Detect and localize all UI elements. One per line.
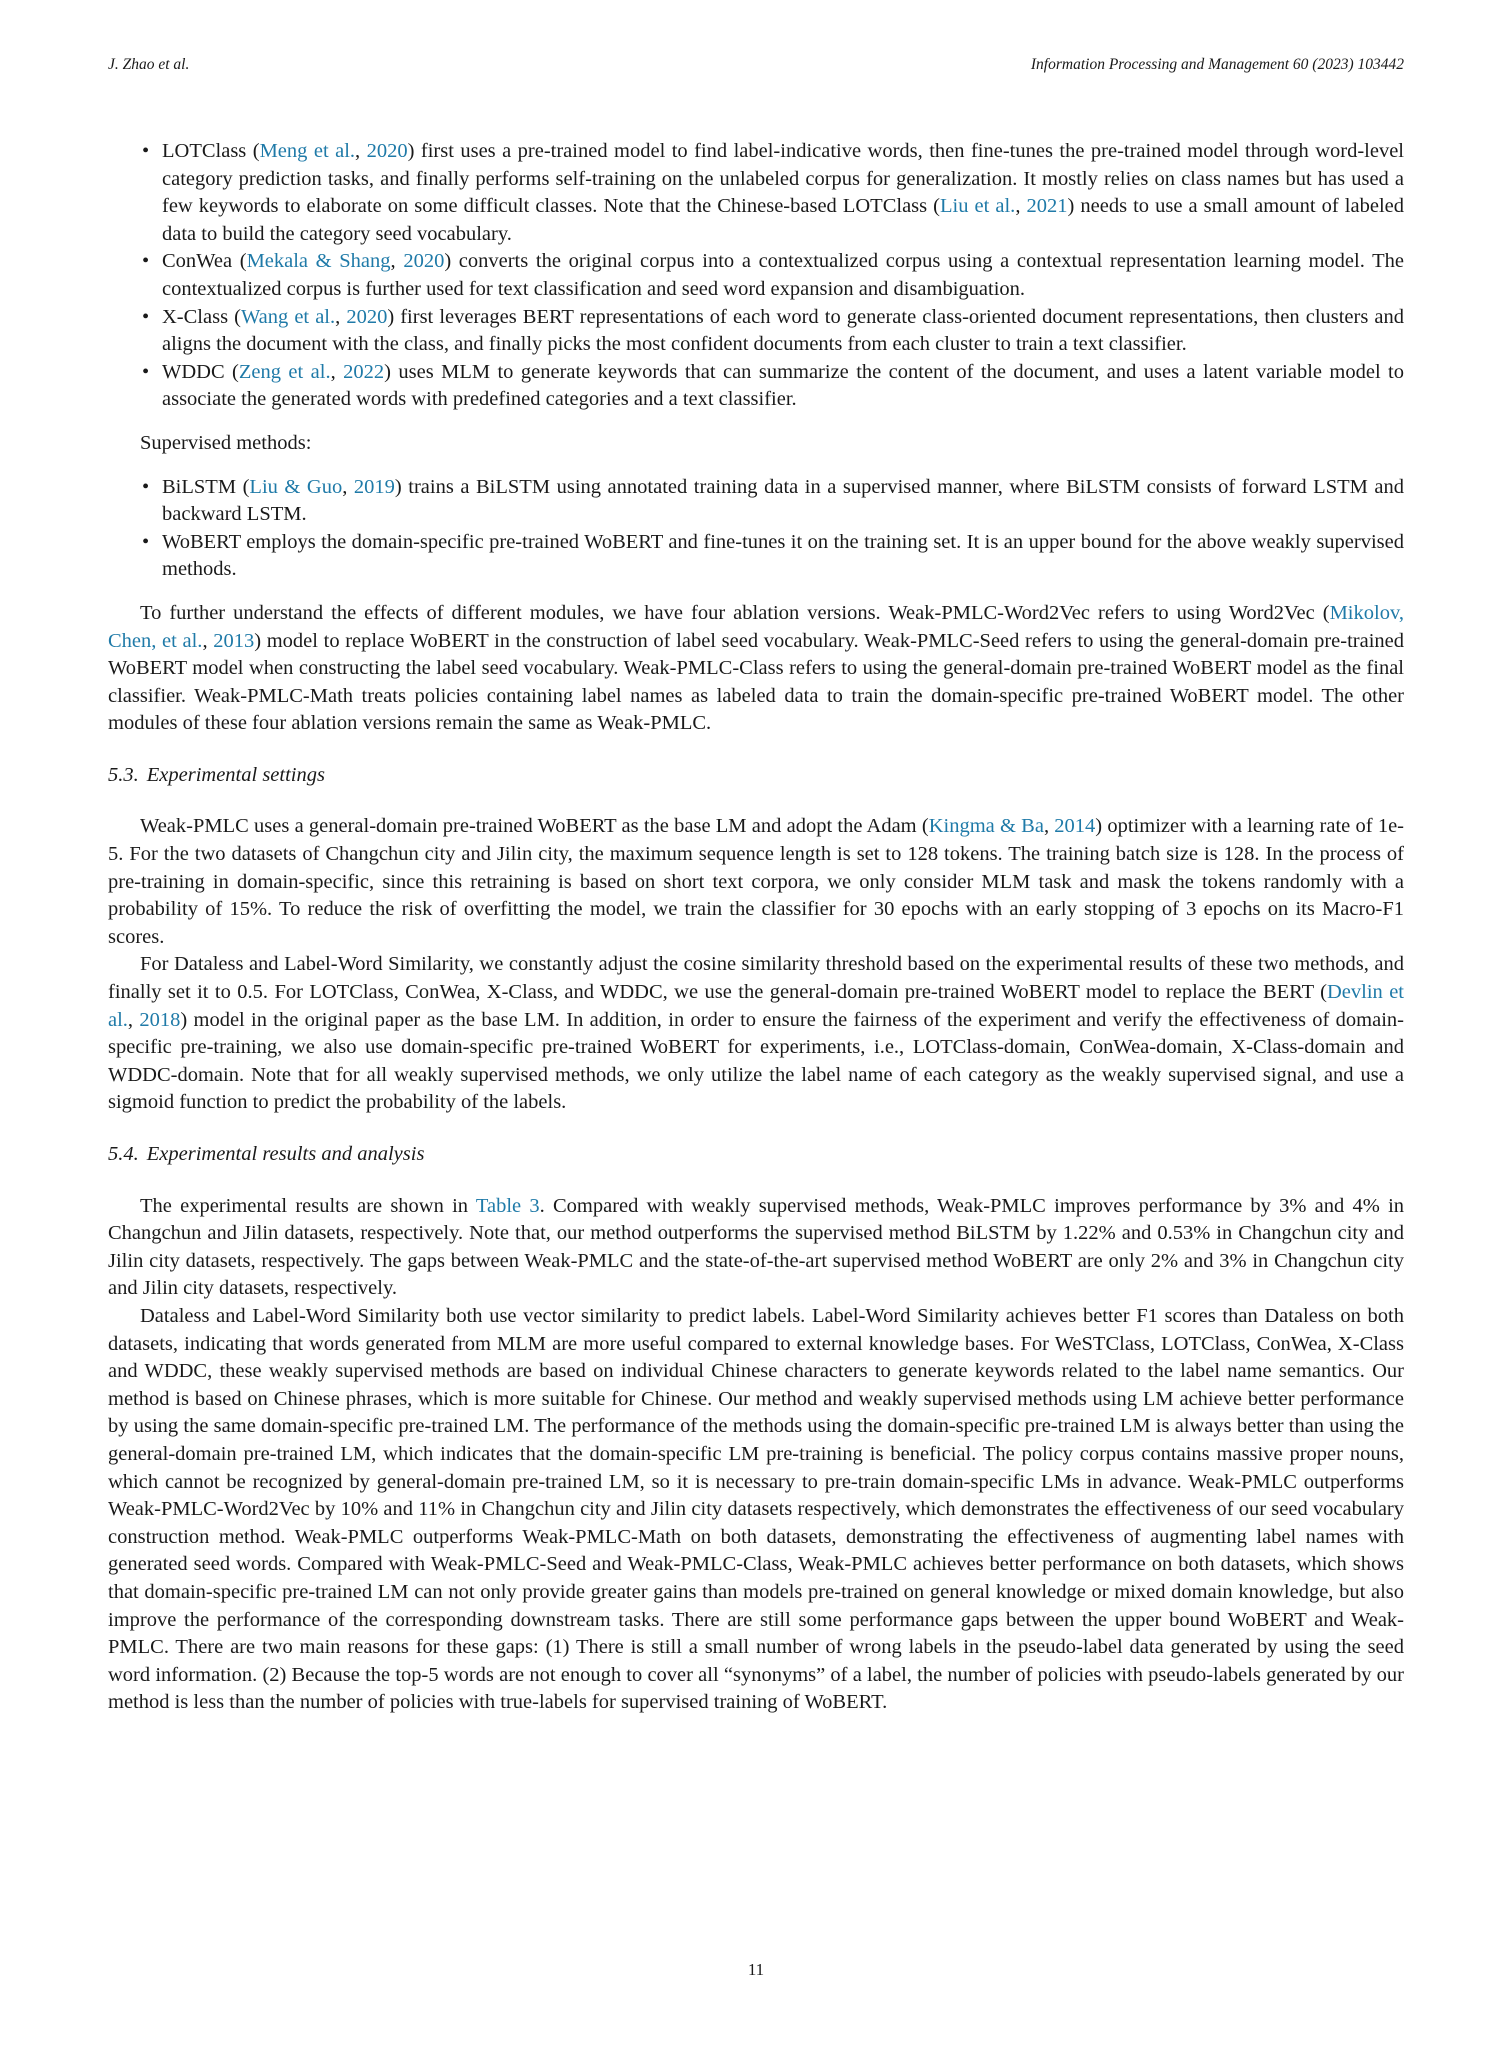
running-header xyxy=(108,56,1404,74)
citation-link[interactable]: Liu et al. xyxy=(940,195,1016,218)
citation-link[interactable]: 2020 xyxy=(346,305,388,328)
citation-link[interactable]: Devlin et al. xyxy=(108,981,1404,1031)
citation-link[interactable]: 2022 xyxy=(343,360,385,383)
results-paragraph-2: Dataless and Label-Word Similarity both use vector similarity to predict labels. Label-Word Similarity achieves better F1 scores than Dataless on both datasets, indicating that words generated from MLM are more useful compared to external knowledge bases. For WeSTClass, LOTClass, ConWea, X-Class and WDDC, these weakly supervised methods are based on individual Chinese characters to generate keywords related to the label name semantics. Our method is based on Chinese phrases, which is more suitable for Chinese. Our method and weakly supervised methods using LM achieve better performance by using the same domain-specific pre-trained LM. The performance of the methods using the domain-specific pre-trained LM is always better than using the general-domain pre-trained LM, which indicates that the domain-specific LM pre-training is beneficial. The policy corpus contains massive proper nouns, which cannot be recognized by general-domain pre-trained LM, so it is necessary to pre-train domain-specific LMs in advance. Weak-PMLC outperforms Weak-PMLC-Word2Vec by 10% and 11% in Changchun city and Jilin city datasets respectively, which demonstrates the effectiveness of our seed vocabulary construction method. Weak-PMLC outperforms Weak-PMLC-Math on both datasets, demonstrating the effectiveness of augmenting label names with generated seed words. Compared with Weak-PMLC-Seed and Weak-PMLC-Class, Weak-PMLC achieves better performance on both datasets, which shows that domain-specific pre-trained LM can not only provide greater gains than models pre-trained on general knowledge or mixed domain knowledge, but also improve the performance of the corresponding downstream tasks. There are still some performance gaps between the upper bound WoBERT and Weak-PMLC. There are two main reasons for these gaps: (1) There is still a small number of wrong labels in the pseudo-label data generated by using the seed word information. (2) Because the top-5 words are not enough to cover all “synonyms” of a label, the number of policies with pseudo-labels generated by our method is less than the number of policies with true-labels for supervised training of WoBERT. xyxy=(108,1304,1404,1714)
citation-link[interactable]: Mekala & Shang xyxy=(246,250,391,273)
list-item-xclass xyxy=(108,304,1404,359)
citation-link[interactable]: Liu & Guo xyxy=(249,475,343,498)
list-item-wobert xyxy=(108,529,1404,584)
section-number: 5.3. xyxy=(108,763,139,786)
header-journal: Information Processing and Management 60 (2023) 103442 xyxy=(1030,56,1404,73)
section-heading-5-3 xyxy=(108,762,1404,790)
list-item-bilstm xyxy=(108,474,1404,529)
text: ) model in the original paper as the base LM. In addition, in order to ensure the fairness of the experiment and verify the effectiveness of domain-specific pre-training, we also use domain-specific pre-trained WoBERT for experiments, i.e., LOTClass-domain, ConWea-domain, X-Class-domain and WDDC-domain. Note that for all weakly supervised methods, we only utilize the label name of each category as the weakly supervised signal, and use a sigmoid function to predict the probability of the labels. xyxy=(108,1008,1404,1114)
text: WoBERT employs the domain-specific pre-trained WoBERT and fine-tunes it on the training set. It is an upper bound for the above weakly supervised methods. xyxy=(162,530,1404,581)
citation-link[interactable]: 2019 xyxy=(353,475,395,498)
supervised-methods-label: Supervised methods: xyxy=(140,431,312,454)
text: , xyxy=(127,1008,140,1031)
section-number: 5.4. xyxy=(108,1143,139,1165)
ablation-paragraph xyxy=(108,600,1404,738)
section-title: Experimental settings xyxy=(146,763,325,786)
text: , xyxy=(330,360,344,383)
table-reference-link[interactable]: Table 3 xyxy=(475,1194,540,1217)
text: WDDC ( xyxy=(162,360,239,383)
text: LOTClass ( xyxy=(162,140,260,162)
citation-link[interactable]: Kingma & Ba xyxy=(928,815,1044,838)
text: To further understand the effects of different modules, we have four ablation versions. Weak-PMLC-Word2Vec refers to using Word2Vec ( xyxy=(140,601,1330,624)
text: , xyxy=(355,140,367,162)
text: , xyxy=(335,305,347,328)
text: ) first leverages BERT representations of each word to generate class-oriented document representations, then clusters and aligns the document with the class, and finally picks the most confident documents from each cluster to train a text classifier. xyxy=(162,305,1405,356)
weakly-supervised-method-list xyxy=(108,138,1404,414)
text: ConWea ( xyxy=(162,250,247,273)
results-paragraph-1 xyxy=(108,1193,1404,1303)
settings-paragraph-1 xyxy=(108,813,1404,951)
text: , xyxy=(342,475,354,498)
text: X-Class ( xyxy=(162,305,241,328)
citation-link[interactable]: Wang et al. xyxy=(240,305,336,328)
citation-link[interactable]: Meng et al. xyxy=(259,140,356,162)
citation-link[interactable]: 2020 xyxy=(366,140,408,162)
text: ) optimizer with a learning rate of 1e-5. For the two datasets of Changchun city and Jilin city, the maximum sequence length is set to 128 tokens. The training batch size is 128. In the process of pre-training in domain-specific, since this retraining is based on short text corpora, we only consider MLM task and mask the tokens randomly with a probability of 15%. To reduce the risk of overfitting the model, we train the classifier for 30 epochs with an early stopping of 3 epochs on its Macro-F1 scores. xyxy=(108,815,1404,948)
text: The experimental results are shown in xyxy=(140,1194,476,1217)
main-content xyxy=(108,138,1404,1717)
section-heading-5-4 xyxy=(108,1141,1404,1169)
header-authors: J. Zhao et al. xyxy=(108,56,190,73)
text: , xyxy=(1015,195,1027,218)
text: For Dataless and Label-Word Similarity, we constantly adjust the cosine similarity threshold based on the experimental results of these two methods, and finally set it to 0.5. For LOTClass, ConWea, X-Class, and WDDC, we use the general-domain pre-trained WoBERT model to replace the BERT ( xyxy=(108,953,1404,1004)
text: ) uses MLM to generate keywords that can summarize the content of the document, and uses a latent variable model to associate the generated words with predefined categories and a text classifier. xyxy=(162,360,1405,411)
text: , xyxy=(1043,815,1055,838)
citation-link[interactable]: 2014 xyxy=(1054,815,1096,838)
text: ) converts the original corpus into a contextualized corpus using a contextual representation learning model. The contextualized corpus is further used for text classification and seed word expansion and disambiguation. xyxy=(162,250,1404,300)
text: ) first uses a pre-trained model to find label-indicative words, then fine-tunes the pre-trained model through word-level category prediction tasks, and finally performs self-training on the unlabeled corpus for generalization. It mostly relies on class names but has used a few keywords to elaborate on some difficult classes. Note that the Chinese-based LOTClass ( xyxy=(162,140,1404,218)
text: . Compared with weakly supervised methods, Weak-PMLC improves performance by 3% and 4% in Changchun and Jilin datasets, respectively. Note that, our method outperforms the supervised method BiLSTM by 1.22% and 0.53% in Changchun city and Jilin city datasets, respectively. The gaps between Weak-PMLC and the state-of-the-art supervised method WoBERT are only 2% and 3% in Changchun city and Jilin city datasets, respectively. xyxy=(108,1194,1405,1300)
text: ) needs to use a small amount of labeled data to build the category seed vocabulary. xyxy=(162,195,1404,245)
citation-link[interactable]: 2018 xyxy=(139,1008,181,1031)
text: BiLSTM ( xyxy=(162,475,250,498)
settings-paragraph-2 xyxy=(108,951,1404,1117)
citation-link[interactable]: 2020 xyxy=(403,250,445,273)
page-number: 11 xyxy=(747,1960,765,1979)
citation-link[interactable]: 2013 xyxy=(213,629,255,652)
list-item-lotclass xyxy=(108,138,1404,248)
text: Weak-PMLC uses a general-domain pre-trained WoBERT as the base LM and adopt the Adam ( xyxy=(140,815,929,838)
text: , xyxy=(202,629,214,652)
supervised-method-list xyxy=(108,474,1404,584)
text: ) model to replace WoBERT in the construction of label seed vocabulary. Weak-PMLC-Seed refers to using the general-domain pre-trained WoBERT model when constructing the label seed vocabulary. Weak-PMLC-Class refers to using the general-domain pre-trained WoBERT model as the final classifier. Weak-PMLC-Math treats policies containing label names as labeled data to train the domain-specific pre-trained WoBERT model. The other modules of these four ablation versions remain the same as Weak-PMLC. xyxy=(108,629,1404,735)
citation-link[interactable]: Mikolov, Chen, et al. xyxy=(108,601,1404,652)
text: , xyxy=(390,250,404,273)
text: ) trains a BiLSTM using annotated training data in a supervised manner, where BiLSTM consists of forward LSTM and backward LSTM. xyxy=(162,475,1404,526)
citation-link[interactable]: Zeng et al. xyxy=(238,360,331,383)
section-title: Experimental results and analysis xyxy=(146,1143,425,1165)
list-item-conwea xyxy=(108,248,1404,303)
list-item-wddc xyxy=(108,359,1404,414)
citation-link[interactable]: 2021 xyxy=(1026,195,1068,218)
